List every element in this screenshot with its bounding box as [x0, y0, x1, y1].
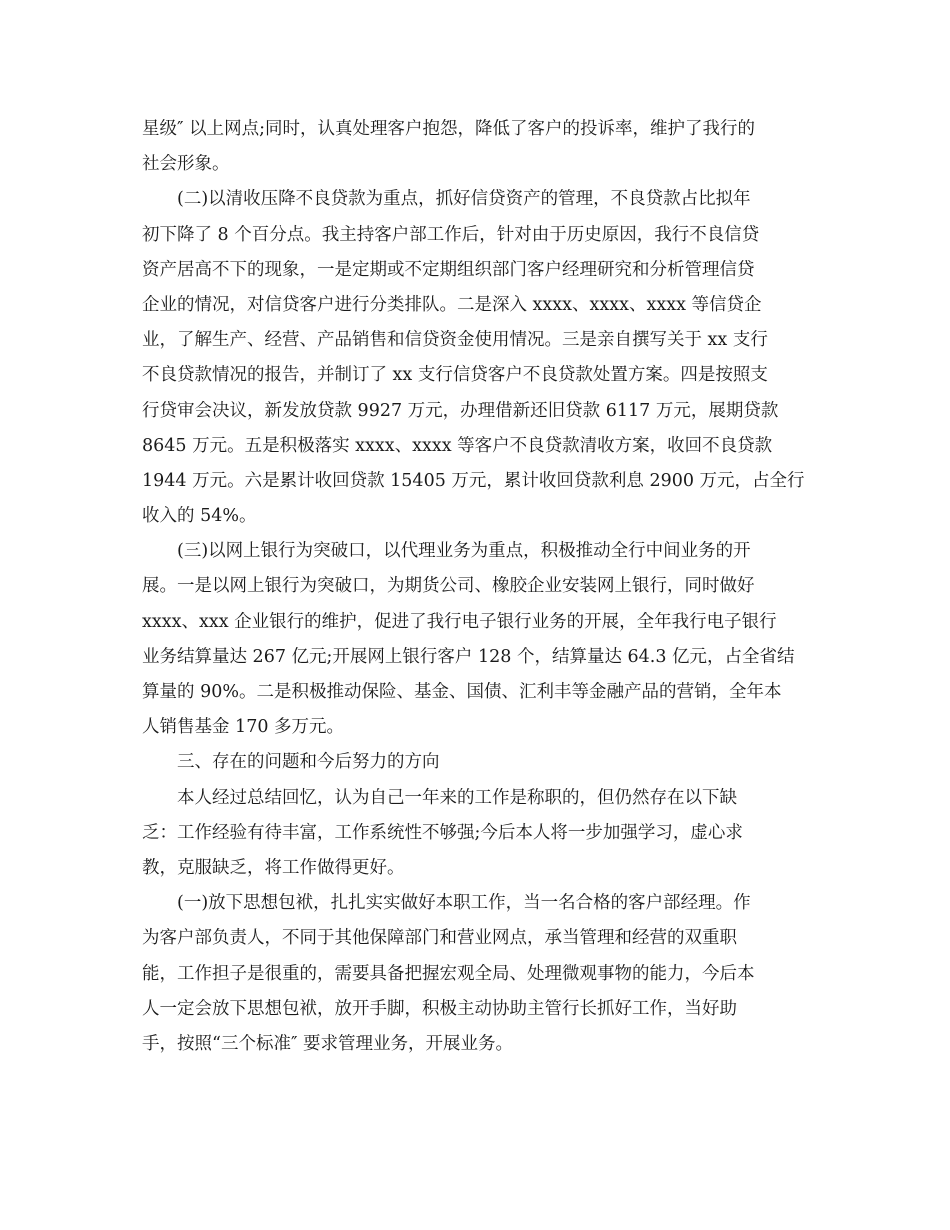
text-line: 能，工作担子是很重的，需要具备把握宏观全局、处理微观事物的能力，今后本: [142, 963, 755, 984]
text-line: 三、存在的问题和今后努力的方向: [177, 752, 440, 773]
text-line: 手，按照“三个标准″ 要求管理业务，开展业务。: [142, 1033, 514, 1054]
text-line: 企业的情况，对信贷客户进行分类排队。二是深入 xxxx、xxxx、xxxx 等信贷企: [142, 294, 762, 315]
text-line: 展。一是以网上银行为突破口，为期货公司、橡胶企业安装网上银行，同时做好: [142, 576, 755, 597]
text-line: 算量的 90%。二是积极推动保险、基金、国债、汇利丰等金融产品的营销，全年本: [142, 682, 782, 702]
text-line: 本人经过总结回忆，认为自己一年来的工作是称职的，但仍然存在以下缺: [177, 787, 737, 808]
text-line: 业，了解生产、经营、产品销售和信贷资金使用情况。三是亲自撰写关于 xx 支行: [142, 330, 768, 351]
text-line: 1944 万元。六是累计收回贷款 15405 万元，累计收回贷款利息 2900 万元，占全行: [142, 470, 805, 491]
text-line: 初下降了 8 个百分点。我主持客户部工作后，针对由于历史原因，我行不良信贷: [142, 224, 760, 245]
text-line: (三)以网上银行为突破口，以代理业务为重点，积极推动全行中间业务的开: [177, 541, 751, 562]
text-line: 教，克服缺乏，将工作做得更好。: [142, 857, 405, 878]
text-line: 星级″ 以上网点;同时，认真处理客户抱怨，降低了客户的投诉率，维护了我行的: [142, 119, 755, 139]
text-line: 乏：工作经验有待丰富，工作系统性不够强;今后本人将一步加强学习，虚心求: [142, 822, 743, 843]
text-line: 8645 万元。五是积极落实 xxxx、xxxx 等客户不良贷款清收方案，收回不良贷款: [142, 435, 773, 456]
text-line: xxxx、xxx 企业银行的维护，促进了我行电子银行业务的开展，全年我行电子银行: [142, 611, 777, 632]
text-line: 行贷审会决议，新发放贷款 9927 万元，办理借新还旧贷款 6117 万元，展期贷款: [142, 400, 779, 421]
text-line: 人一定会放下思想包袱，放开手脚，积极主动协助主管行长抓好工作，当好助: [142, 998, 737, 1019]
text-line: (一)放下思想包袱，扎扎实实做好本职工作，当一名合格的客户部经理。作: [177, 893, 751, 914]
text-line: 业务结算量达 267 亿元;开展网上银行客户 128 个，结算量达 64.3 亿元，占全省结: [142, 646, 795, 667]
body-text: [142, 112, 822, 1062]
text-line: 为客户部负责人，不同于其他保障部门和营业网点，承当管理和经营的双重职: [142, 928, 737, 949]
text-line: 不良贷款情况的报告，并制订了 xx 支行信贷客户不良贷款处置方案。四是按照支: [142, 365, 768, 386]
text-line: 人销售基金 170 多万元。: [142, 717, 345, 738]
text-line: 资产居高不下的现象，一是定期或不定期组织部门客户经理研究和分析管理信贷: [142, 259, 755, 280]
text-line: 收入的 54%。: [142, 506, 257, 527]
text-line: (二)以清收压降不良贷款为重点，抓好信贷资产的管理，不良贷款占比拟年: [177, 189, 751, 210]
text-line: 社会形象。: [142, 154, 230, 175]
